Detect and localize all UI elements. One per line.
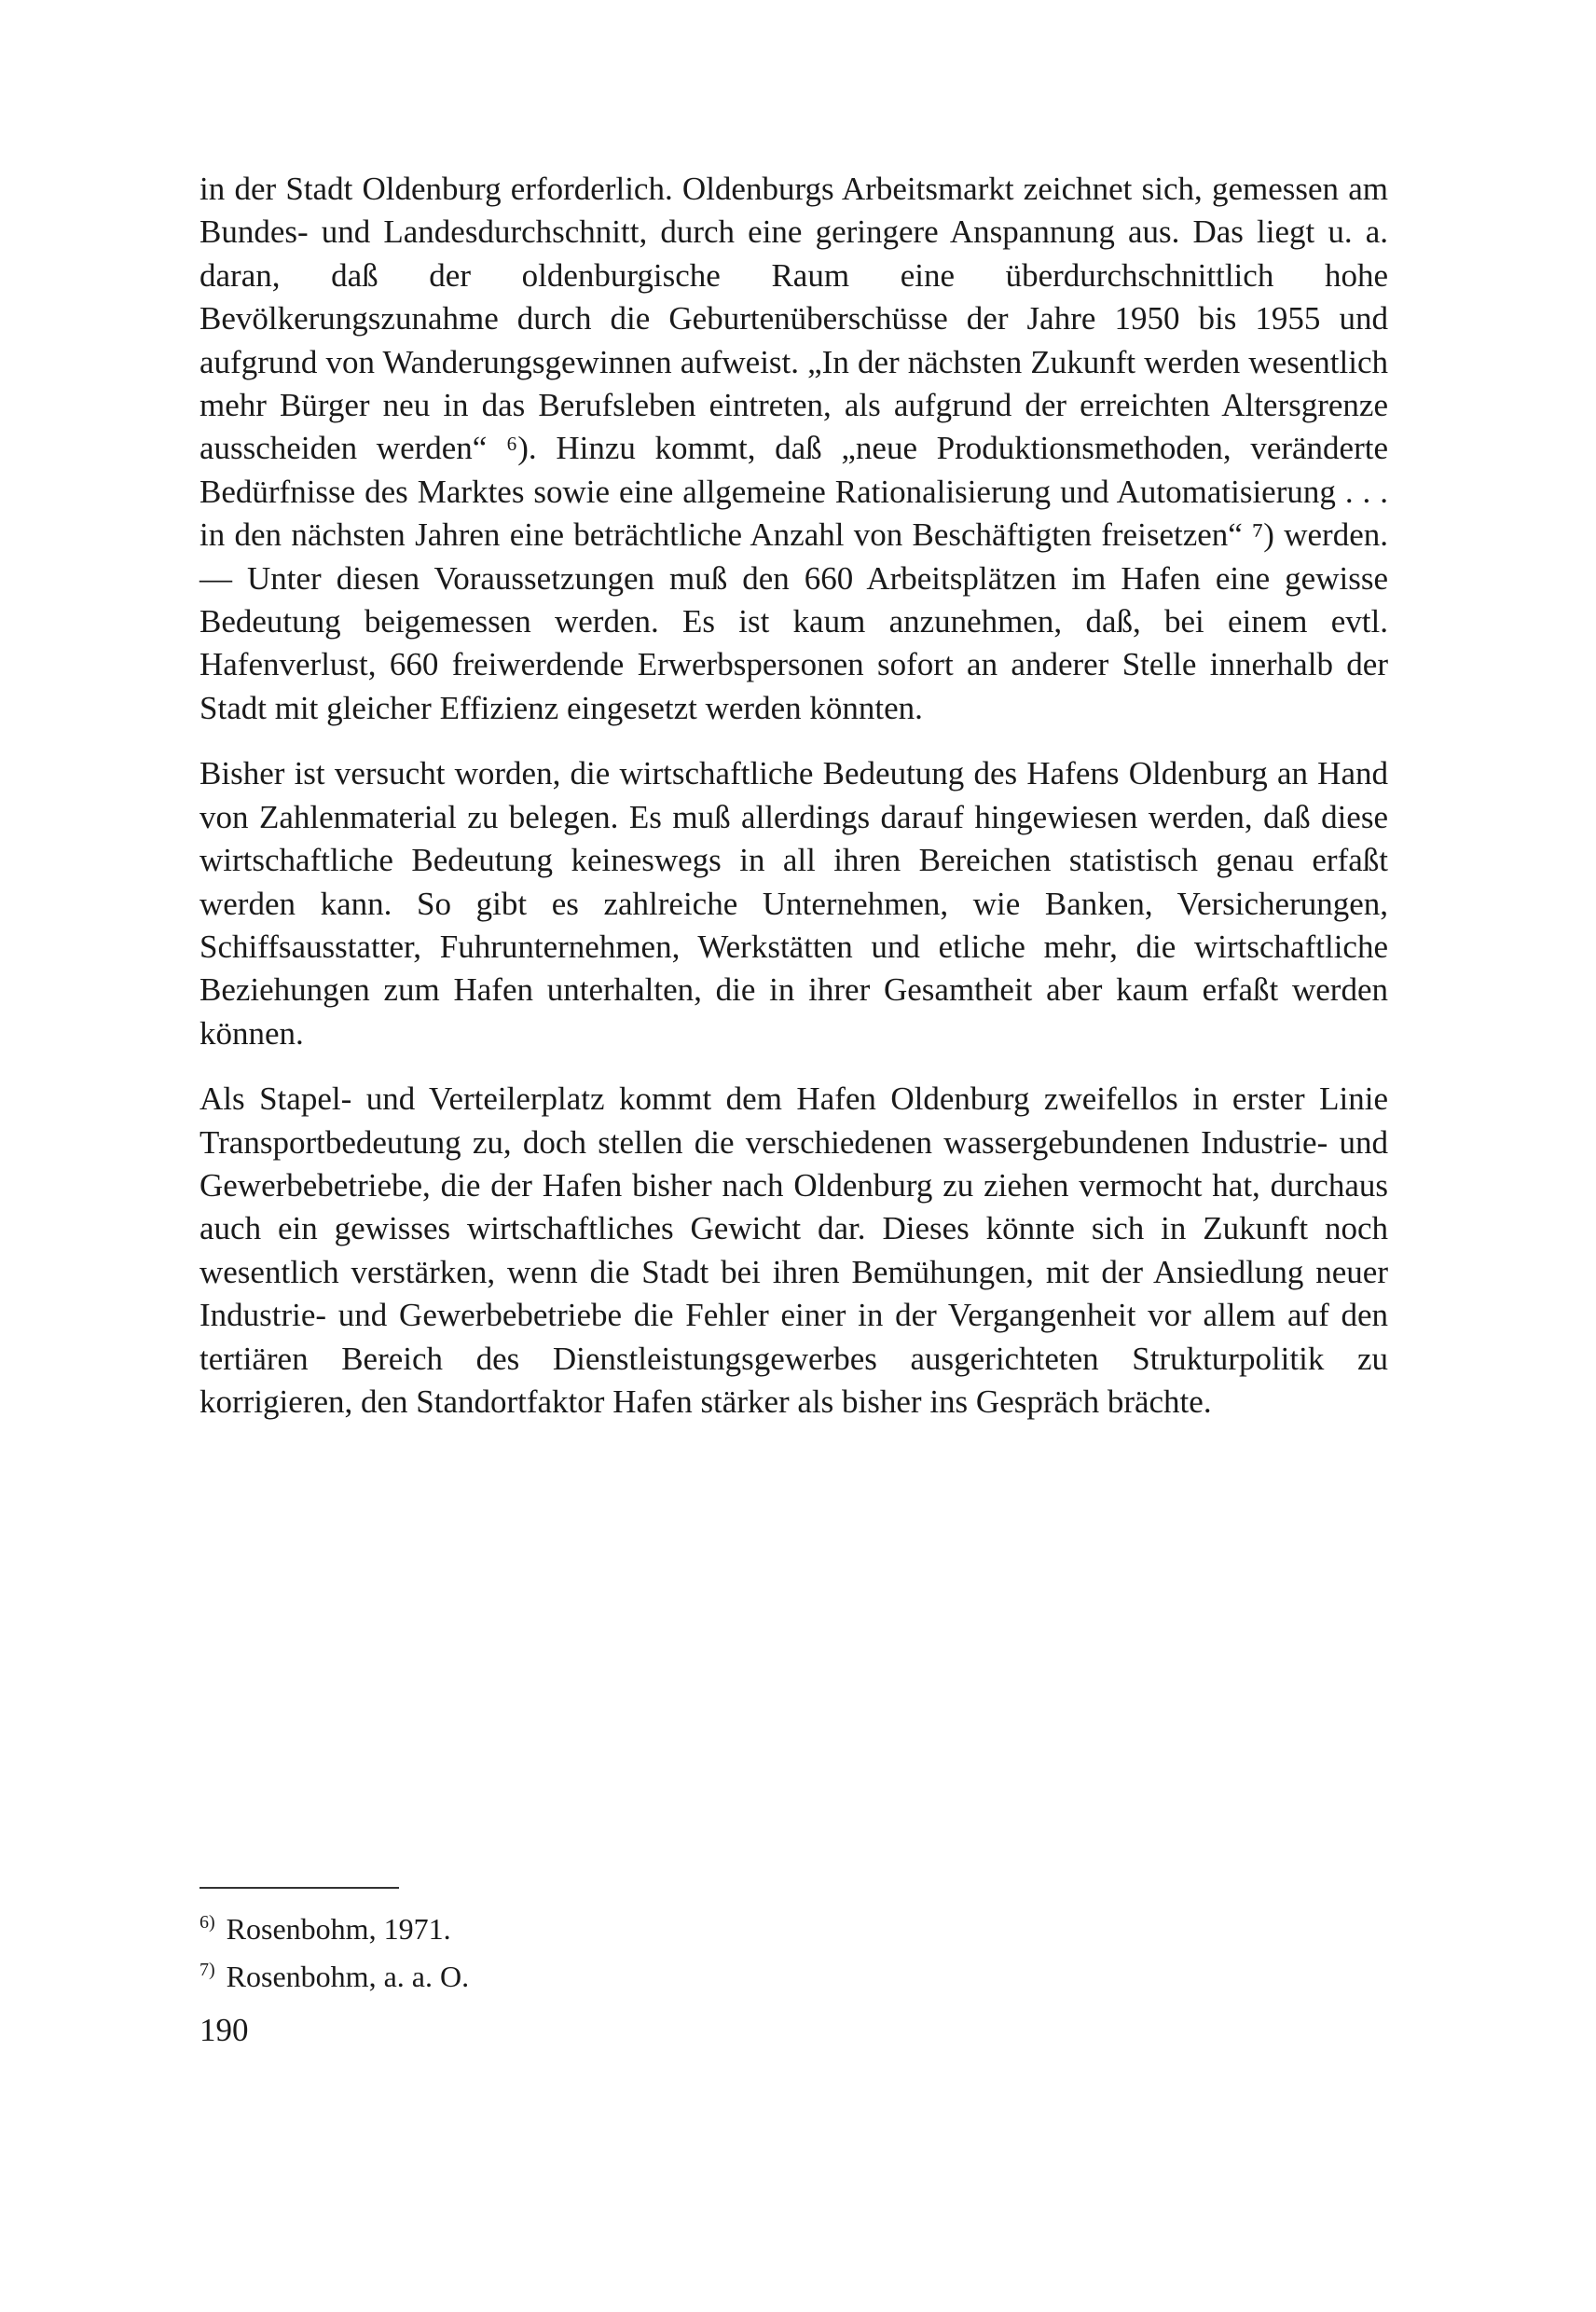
body-text [200, 168, 1388, 1446]
paragraph-labor-market: in der Stadt Oldenburg erforderlich. Oldenburgs Arbeitsmarkt zeichnet sich, gemessen am Bundes- und Landesdurchschnitt, durch eine geringere Anspannung aus. Das liegt u. a. daran, daß der oldenburgische Raum eine überdurchschnittlich hohe Bevölkerungszunahme durch die Geburtenüberschüsse der Jahre 1950 bis 1955 und aufgrund von Wanderungsgewinnen aufweist. „In der nächsten Zukunft werden wesentlich mehr Bürger neu in das Berufsleben eintreten, als aufgrund der erreichten Altersgrenze ausscheiden werden“ ⁶). Hinzu kommt, daß „neue Produktionsmethoden, veränderte Bedürfnisse des Marktes sowie eine allgemeine Rationalisierung und Automatisierung . . . in den nächsten Jahren eine beträchtliche Anzahl von Beschäftigten freisetzen“ ⁷) werden. — Unter diesen Voraussetzungen muß den 660 Arbeitsplätzen im Hafen eine gewisse Bedeutung beigemessen werden. Es ist kaum anzunehmen, daß, bei einem evtl. Hafenverlust, 660 freiwerdende Erwerbspersonen sofort an anderer Stelle innerhalb der Stadt mit gleicher Effizienz eingesetzt werden könnten. [200, 171, 1388, 726]
paragraph-transport-importance: Als Stapel- und Verteilerplatz kommt dem Hafen Oldenburg zweifellos in erster Linie Transportbedeutung zu, doch stellen die verschiedenen wassergebundenen Industrie- und Gewerbebetriebe, die der Hafen bisher nach Oldenburg zu ziehen vermocht hat, durchaus auch ein gewisses wirtschaftliches Gewicht dar. Dieses könnte sich in Zukunft noch wesentlich verstärken, wenn die Stadt bei ihren Bemühungen, mit der Ansiedlung neuer Industrie- und Gewerbebetriebe die Fehler einer in der Vergangenheit vor allem auf den tertiären Bereich des Dienstleistungsgewerbes ausgerichteten Strukturpolitik zu korrigieren, den Standortfaktor Hafen stärker als bisher ins Gespräch brächte. [200, 1080, 1388, 1420]
footnotes [200, 1902, 1039, 1997]
page-number: 190 [200, 2012, 249, 2048]
footnote-7 [200, 1949, 1039, 1997]
footnote-text: Rosenbohm, a. a. O. [226, 1960, 470, 1993]
paragraph-economic-significance: Bisher ist versucht worden, die wirtschaftliche Bedeutung des Hafens Oldenburg an Hand von Zahlenmaterial zu belegen. Es muß allerdings darauf hingewiesen werden, daß diese wirtschaftliche Bedeutung keineswegs in all ihren Bereichen statistisch genau erfaßt werden kann. So gibt es zahlreiche Unternehmen, wie Banken, Versicherungen, Schiffsausstatter, Fuhrunternehmen, Werkstätten und etliche mehr, die wirtschaftliche Beziehungen zum Hafen unterhalten, die in ihrer Gesamtheit aber kaum erfaßt werden können. [200, 755, 1388, 1052]
footnote-6 [200, 1902, 1039, 1949]
footnote-marker: 6) [200, 1912, 215, 1933]
footnote-text: Rosenbohm, 1971. [226, 1912, 451, 1946]
footnote-separator [200, 1887, 399, 1889]
footnote-marker: 7) [200, 1960, 215, 1980]
